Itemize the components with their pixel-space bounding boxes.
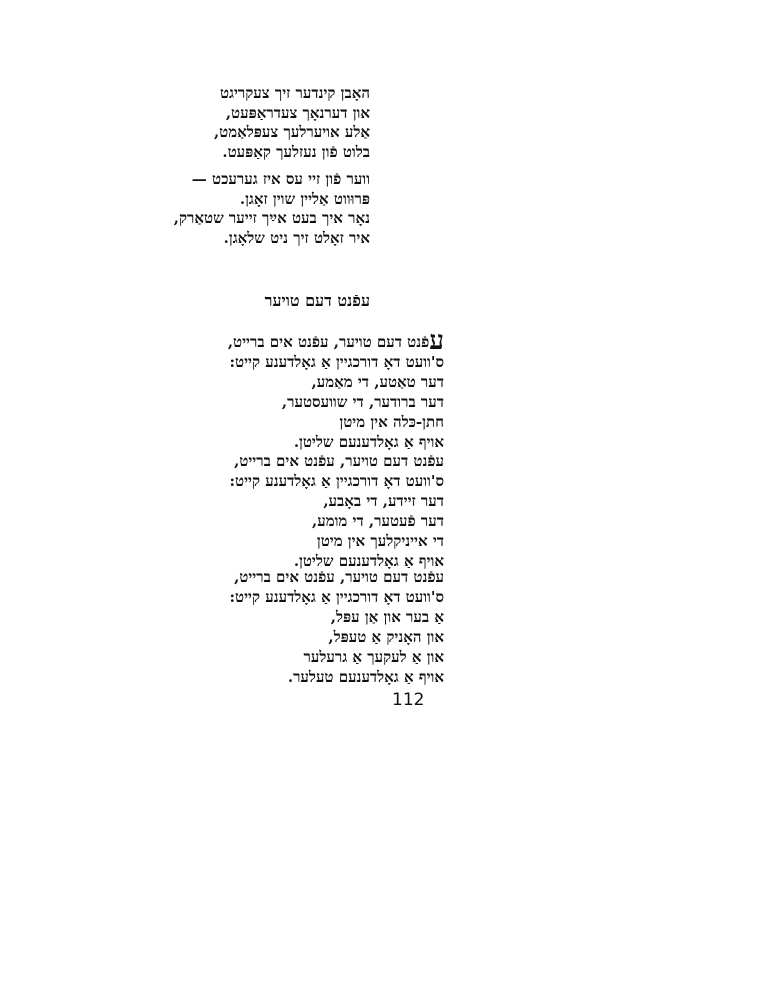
poem-line: ס'וועט דאָ דורכגיין אַ גאָלדענע קייט: — [229, 588, 444, 606]
poem-line: עפֿנט דעם טויער, עפֿנט אים ברייט, — [234, 568, 444, 586]
poem-line: אַ בער און אַן עפּל, — [330, 608, 444, 626]
poem2-stanza-2 — [230, 451, 445, 571]
poem-title: עפֿנט דעם טויער — [264, 291, 370, 310]
poem-line: און אַ לעקעך אַ גרעלער — [303, 648, 444, 666]
poem-line: האָבן קינדער זיך צעקריגט — [219, 84, 370, 102]
poem-line: און דערנאָך צעדראַפּעט, — [225, 103, 370, 122]
poem-line: פּרוּווט אַליין שוין זאָגן. — [239, 189, 370, 208]
poem-line: אויף אַ גאָלדענעם שליטן. — [293, 433, 444, 451]
poem-line: דער פֿעטער, די מומע, — [311, 512, 444, 530]
poem-line: נאָר איך בעט אײַך זייער שטאַרק, — [173, 209, 370, 227]
drop-cap: ע — [429, 326, 444, 356]
poem-line: ס'וועט דאָ דורכגיין אַ גאָלדענע קייט: — [229, 353, 444, 371]
poem2-stanza-1 — [227, 326, 444, 452]
poem-line: דער טאַטע, די מאַמע, — [311, 373, 444, 391]
poem-line: און האָניק אַ טעפּל, — [328, 628, 444, 646]
poem-line: ס'וועט דאָ דורכגיין אַ גאָלדענע קייט: — [229, 472, 444, 490]
poem-line: אויף אַ גאָלדענעם שליטן. — [293, 552, 444, 570]
poem-line: עפֿנט דעם טויער, עפֿנט אים ברייט, — [234, 452, 444, 470]
poem-line: ווער פֿון זיי עס איז גערעכט — — [191, 170, 370, 188]
poem-line: חתן-כּלה אין מיטן — [339, 413, 444, 431]
poem-line: דער ברודער, די שוועסטער, — [281, 393, 444, 411]
poem-line: דער זיידע, די באָבע, — [323, 492, 444, 510]
poem2-stanza-3 — [230, 567, 445, 687]
first-line-rest: פֿנט דעם טויער, עפֿנט אים ברייט, — [227, 333, 430, 351]
poem-line: אַלע אויערלעך צעפּלאַמט, — [213, 123, 370, 141]
poem-line-first — [227, 326, 444, 356]
poem1-stanza-2 — [174, 170, 370, 248]
poem-line: די אייניקלעך אין מיטן — [316, 532, 444, 550]
poem-line: בלוט פֿון נעזלעך קאַפּעט. — [222, 142, 370, 161]
page-number: 112 — [392, 690, 425, 710]
poem-line: אויף אַ גאָלדענעם טעלער. — [287, 668, 444, 686]
poem-line: איר זאָלט זיך ניט שלאָגן. — [223, 228, 370, 247]
poem1-stanza-1 — [214, 84, 370, 162]
